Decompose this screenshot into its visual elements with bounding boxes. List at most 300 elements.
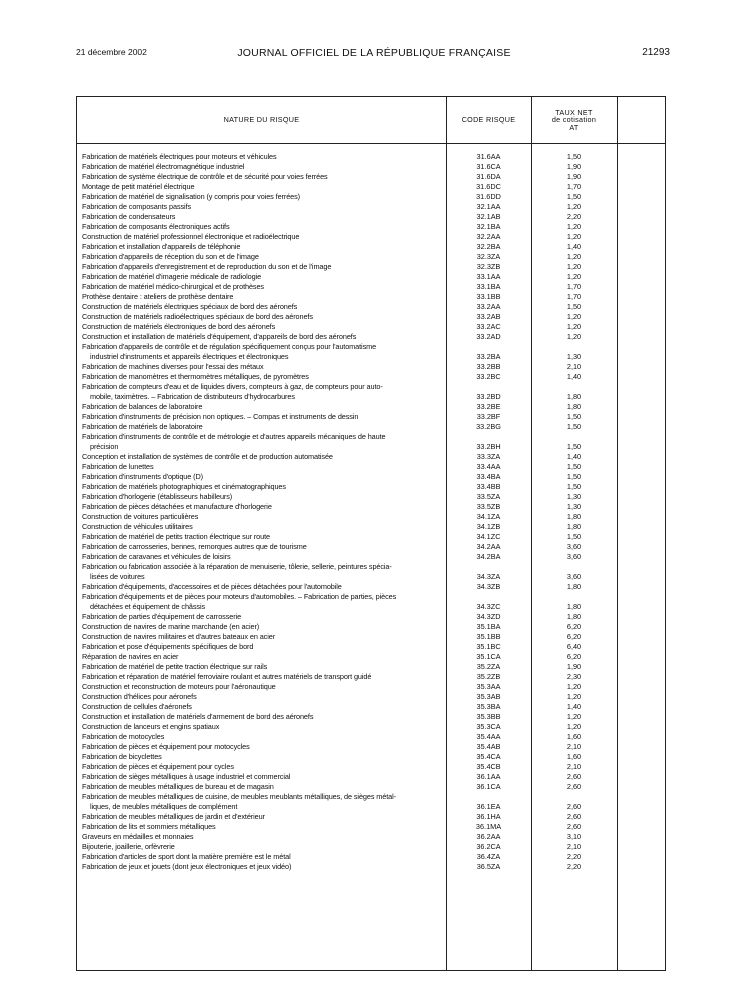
risk-nature <box>82 782 444 792</box>
risk-code: 35.4AB <box>476 742 501 751</box>
risk-code: 35.3CA <box>476 722 501 731</box>
risk-nature-line: Fabrication d'instruments de contrôle et de métrologie et d'autres appareils mécaniques de haute <box>82 432 386 441</box>
risk-nature-line: Fabrication de matériels photographiques et cinématographiques <box>82 482 286 491</box>
risk-code: 36.4ZA <box>476 852 501 861</box>
risk-nature-line: Fabrication de sièges métalliques à usage industriel et commercial <box>82 772 291 781</box>
risk-nature <box>82 222 444 232</box>
risk-rate: 1,20 <box>566 332 582 341</box>
risk-nature-line: Conception et installation de systèmes de contrôle et de production automatisée <box>82 452 333 461</box>
table-row <box>77 382 665 402</box>
risk-nature-line: Fabrication de matériels de laboratoire <box>82 422 203 431</box>
risk-nature-line-continued: industriel d'instruments et appareils électriques et électroniques <box>90 352 289 361</box>
table-row <box>77 402 665 412</box>
risk-nature <box>82 672 444 682</box>
risk-nature <box>82 372 444 382</box>
table-row <box>77 822 665 832</box>
table-row <box>77 172 665 182</box>
table-row <box>77 452 665 462</box>
risk-rate: 1,80 <box>566 522 582 531</box>
risk-nature-line: Fabrication de pièces et équipement pour cycles <box>82 762 234 771</box>
risk-rate: 2,60 <box>566 772 582 781</box>
table-row <box>77 702 665 712</box>
risk-nature-line: Fabrication et réparation de matériel ferroviaire roulant et autres matériels de transport guidé <box>82 672 372 681</box>
risk-nature-line: Construction de matériel professionnel électronique et radioélectrique <box>82 232 300 241</box>
header-divider <box>77 143 665 144</box>
risk-rate: 1,20 <box>566 322 582 331</box>
risk-nature-line: Fabrication de compteurs d'eau et de liquides divers, compteurs à gaz, de compteurs pour auto- <box>82 382 383 391</box>
risk-nature-line: Fabrication de parties d'équipement de carrosserie <box>82 612 242 621</box>
risk-rate: 1,40 <box>566 242 582 251</box>
risk-code: 33.2BD <box>476 392 501 401</box>
column-header-taux-line2: de cotisation <box>551 115 597 125</box>
risk-nature <box>82 842 444 852</box>
risk-nature <box>82 402 444 412</box>
risk-code: 33.2BC <box>476 372 501 381</box>
risk-nature <box>82 512 444 522</box>
risk-nature <box>82 422 444 432</box>
risk-nature-line: Fabrication et pose d'équipements spécifiques de bord <box>82 642 254 651</box>
risk-rate: 2,10 <box>566 842 582 851</box>
table-row <box>77 742 665 752</box>
risk-nature <box>82 522 444 532</box>
risk-code: 32.1AB <box>476 212 501 221</box>
risk-code: 36.1CA <box>476 782 501 791</box>
table-row <box>77 422 665 432</box>
risk-rate: 1,80 <box>566 612 582 621</box>
header-date: 21 décembre 2002 <box>76 47 147 57</box>
risk-nature <box>82 732 444 742</box>
table-row <box>77 192 665 202</box>
risk-nature <box>82 342 444 362</box>
table-row <box>77 532 665 542</box>
risk-nature <box>82 482 444 492</box>
risk-nature-line: Graveurs en médailles et monnaies <box>82 832 194 841</box>
table-row <box>77 722 665 732</box>
risk-nature-line: Prothèse dentaire : ateliers de prothèse dentaire <box>82 292 234 301</box>
risk-rate: 1,70 <box>566 182 582 191</box>
risk-rate: 1,50 <box>566 462 582 471</box>
risk-rate: 1,20 <box>566 272 582 281</box>
risk-nature <box>82 752 444 762</box>
risk-rate: 6,20 <box>566 632 582 641</box>
risk-nature <box>82 662 444 672</box>
risk-rate: 1,30 <box>566 502 582 511</box>
risk-nature <box>82 282 444 292</box>
risk-code: 34.3ZD <box>476 612 501 621</box>
risk-code: 33.5ZA <box>476 492 501 501</box>
table-row <box>77 512 665 522</box>
risk-rate: 1,50 <box>566 472 582 481</box>
risk-rate: 1,20 <box>566 202 582 211</box>
risk-nature <box>82 162 444 172</box>
column-header-taux-line3: AT <box>569 122 579 132</box>
risk-nature-line: Fabrication de meubles métalliques de jardin et d'extérieur <box>82 812 265 821</box>
risk-nature <box>82 812 444 822</box>
risk-nature-line: Construction de matériels électroniques de bord des aéronefs <box>82 322 276 331</box>
risk-code: 36.5ZA <box>476 862 501 871</box>
table-row <box>77 182 665 192</box>
table-row <box>77 762 665 772</box>
risk-nature-line: Construction de voitures particulières <box>82 512 199 521</box>
risk-nature <box>82 252 444 262</box>
risk-code: 34.1ZA <box>476 512 501 521</box>
risk-code: 33.2AD <box>476 332 501 341</box>
risk-nature-line-continued: précision <box>90 442 119 451</box>
risk-rate: 1,50 <box>566 442 582 451</box>
risk-nature-line: Fabrication de matériel de petits traction électrique sur route <box>82 532 270 541</box>
table-row <box>77 612 665 622</box>
risk-nature-line: Montage de petit matériel électrique <box>82 182 195 191</box>
risk-nature-line: Fabrication de lits et sommiers métalliques <box>82 822 216 831</box>
risk-nature <box>82 462 444 472</box>
risk-code: 33.1BA <box>476 282 501 291</box>
risk-nature-line: Fabrication d'instruments de précision non optiques. – Compas et instruments de dessin <box>82 412 359 421</box>
risk-nature-line-continued: détachées et équipement de châssis <box>90 602 206 611</box>
risk-nature-line: Construction et reconstruction de moteurs pour l'aéronautique <box>82 682 276 691</box>
table-row <box>77 502 665 512</box>
risk-code: 35.4CB <box>476 762 501 771</box>
risk-rate: 1,20 <box>566 712 582 721</box>
risk-nature-line: Construction d'hélices pour aéronefs <box>82 692 197 701</box>
table-row <box>77 712 665 722</box>
table-row <box>77 862 665 872</box>
risk-code: 33.2AB <box>476 312 501 321</box>
risk-nature-line: Fabrication de machines diverses pour l'essai des métaux <box>82 362 264 371</box>
risk-nature-line: Fabrication de meubles métalliques de cuisine, de meubles meublants métalliques, de sièges métal- <box>82 792 396 801</box>
risk-nature-line: Fabrication et installation d'appareils de téléphonie <box>82 242 241 251</box>
risk-nature <box>82 772 444 782</box>
risk-nature <box>82 472 444 482</box>
table-row <box>77 562 665 582</box>
risk-code: 33.2BE <box>476 402 501 411</box>
table-row <box>77 152 665 162</box>
risk-rate: 1,90 <box>566 662 582 671</box>
risk-nature <box>82 332 444 342</box>
risk-rate: 1,50 <box>566 302 582 311</box>
risk-nature-line: Fabrication de matériel électromagnétique industriel <box>82 162 245 171</box>
risk-code: 33.2BH <box>476 442 501 451</box>
risk-nature-line: Fabrication d'appareils de contrôle et de régulation spécifiquement conçus pour l'automatisme <box>82 342 377 351</box>
risk-nature <box>82 832 444 842</box>
risk-code: 32.2AA <box>476 232 501 241</box>
risk-nature-line-continued: liques, de meubles métalliques de complément <box>90 802 238 811</box>
risk-nature-line: Construction de matériels radioélectriques spéciaux de bord des aéronefs <box>82 312 313 321</box>
risk-nature <box>82 322 444 332</box>
risk-rate: 2,20 <box>566 212 582 221</box>
risk-code: 33.2AA <box>476 302 501 311</box>
table-row <box>77 272 665 282</box>
risk-nature <box>82 532 444 542</box>
risk-nature <box>82 722 444 732</box>
risk-rate: 1,20 <box>566 312 582 321</box>
risk-code: 33.3ZA <box>476 452 501 461</box>
risk-nature-line: Fabrication d'articles de sport dont la matière première est le métal <box>82 852 291 861</box>
risk-code: 36.1HA <box>476 812 501 821</box>
risk-nature-line: Construction de véhicules utilitaires <box>82 522 193 531</box>
risk-nature-line: Fabrication de pièces et équipement pour motocycles <box>82 742 250 751</box>
risk-nature <box>82 562 444 582</box>
risk-rate: 1,50 <box>566 412 582 421</box>
risk-nature-line: Fabrication ou fabrication associée à la réparation de menuiserie, tôlerie, sellerie, peintures spécia- <box>82 562 392 571</box>
risk-nature <box>82 212 444 222</box>
risk-code: 33.2BA <box>476 352 501 361</box>
risk-nature <box>82 412 444 422</box>
risk-code: 34.1ZB <box>476 522 501 531</box>
table-row <box>77 202 665 212</box>
risk-nature-line: Réparation de navires en acier <box>82 652 179 661</box>
risk-rate: 1,80 <box>566 512 582 521</box>
risk-code: 33.5ZB <box>476 502 501 511</box>
table-row <box>77 282 665 292</box>
risk-nature <box>82 172 444 182</box>
risk-nature-line: Fabrication de lunettes <box>82 462 154 471</box>
risk-rate: 1,20 <box>566 232 582 241</box>
table-row <box>77 632 665 642</box>
risk-rate: 2,10 <box>566 762 582 771</box>
risk-code: 34.3ZA <box>476 572 501 581</box>
risk-nature-line: Construction et installation de matériels d'équipement, d'appareils de bord des aéronefs <box>82 332 357 341</box>
column-header-code: CODE RISQUE <box>461 115 516 125</box>
table-row <box>77 372 665 382</box>
risk-nature-line: Bijouterie, joaillerie, orfèvrerie <box>82 842 175 851</box>
risk-nature-line: Fabrication de matériels électriques pour moteurs et véhicules <box>82 152 277 161</box>
risk-nature-line: Fabrication de matériel d'imagerie médicale de radiologie <box>82 272 262 281</box>
risk-code: 33.2BG <box>476 422 501 431</box>
risk-nature <box>82 492 444 502</box>
risk-rate: 6,20 <box>566 652 582 661</box>
risk-code: 31.6DC <box>476 182 501 191</box>
risk-nature-line: Fabrication de meubles métalliques de bureau et de magasin <box>82 782 274 791</box>
risk-nature <box>82 592 444 612</box>
table-row <box>77 842 665 852</box>
risk-rate: 1,50 <box>566 482 582 491</box>
risk-nature <box>82 552 444 562</box>
risk-rate: 3,60 <box>566 552 582 561</box>
risk-code: 35.1BA <box>476 622 501 631</box>
table-row <box>77 592 665 612</box>
column-header-nature: NATURE DU RISQUE <box>223 115 300 125</box>
header-title: JOURNAL OFFICIEL DE LA RÉPUBLIQUE FRANÇAISE <box>237 47 511 59</box>
risk-nature-line-continued: lisées de voitures <box>90 572 145 581</box>
risk-rate: 3,60 <box>566 572 582 581</box>
risk-rate: 1,40 <box>566 452 582 461</box>
risk-rate: 1,70 <box>566 292 582 301</box>
risk-code: 32.2BA <box>476 242 501 251</box>
risk-nature <box>82 852 444 862</box>
header-page-number: 21293 <box>642 47 670 58</box>
risk-nature-line: Fabrication de condensateurs <box>82 212 176 221</box>
risk-nature <box>82 272 444 282</box>
risk-nature-line: Fabrication de caravanes et véhicules de loisirs <box>82 552 231 561</box>
column-header-taux-line1: TAUX NET <box>555 107 593 117</box>
risk-nature <box>82 452 444 462</box>
risk-code: 33.2AC <box>476 322 501 331</box>
table-body <box>77 152 665 872</box>
table-row <box>77 482 665 492</box>
risk-rate: 1,40 <box>566 372 582 381</box>
table-row <box>77 772 665 782</box>
risk-code: 35.1BB <box>476 632 501 641</box>
risk-code: 36.2AA <box>476 832 501 841</box>
risk-nature <box>82 692 444 702</box>
risk-rate: 2,20 <box>566 862 582 871</box>
risk-nature <box>82 302 444 312</box>
risk-nature-line: Fabrication de système électrique de contrôle et de sécurité pour voies ferrées <box>82 172 328 181</box>
risk-rate: 1,60 <box>566 752 582 761</box>
table-row <box>77 432 665 452</box>
risk-nature-line-continued: mobile, taximètres. – Fabrication de distributeurs d'hydrocarbures <box>90 392 295 401</box>
risk-nature-line: Fabrication d'horlogerie (établisseurs habilleurs) <box>82 492 233 501</box>
table-row <box>77 492 665 502</box>
table-row <box>77 312 665 322</box>
risk-rate: 2,60 <box>566 812 582 821</box>
table-row <box>77 552 665 562</box>
risk-rate: 2,10 <box>566 742 582 751</box>
risk-nature <box>82 652 444 662</box>
risk-rate: 2,30 <box>566 672 582 681</box>
risk-nature-line: Fabrication d'équipements, d'accessoires et de pièces détachées pour l'automobile <box>82 582 342 591</box>
table-row <box>77 622 665 632</box>
column-header-taux <box>531 97 617 143</box>
risk-nature-line: Construction de matériels électriques spéciaux de bord des aéronefs <box>82 302 298 311</box>
table-row <box>77 812 665 822</box>
risk-code: 34.1ZC <box>476 532 501 541</box>
risk-code: 32.3ZB <box>476 262 501 271</box>
risk-rate: 2,60 <box>566 802 582 811</box>
risk-nature <box>82 762 444 772</box>
table-row <box>77 792 665 812</box>
table-row <box>77 222 665 232</box>
risk-nature <box>82 152 444 162</box>
risk-nature-line: Fabrication de matériel médico-chirurgical et de prothèses <box>82 282 264 291</box>
risk-nature-line: Construction de navires de marine marchande (en acier) <box>82 622 260 631</box>
risk-code: 33.2BB <box>476 362 501 371</box>
risk-nature-line: Fabrication de jeux et jouets (dont jeux électroniques et jeux vidéo) <box>82 862 292 871</box>
risk-rate: 1,90 <box>566 162 582 171</box>
risk-nature-line: Construction de cellules d'aéronefs <box>82 702 192 711</box>
risk-rate: 1,20 <box>566 252 582 261</box>
table-row <box>77 662 665 672</box>
risk-nature <box>82 712 444 722</box>
risk-nature <box>82 242 444 252</box>
risk-code: 33.4AA <box>476 462 501 471</box>
risk-rate: 1,20 <box>566 262 582 271</box>
risk-rate: 1,30 <box>566 352 582 361</box>
risk-rate: 1,50 <box>566 192 582 201</box>
risk-nature <box>82 632 444 642</box>
risk-rate: 1,20 <box>566 722 582 731</box>
table-row <box>77 782 665 792</box>
table-row <box>77 162 665 172</box>
table-row <box>77 362 665 372</box>
risk-code: 34.3ZB <box>476 582 501 591</box>
risk-nature-line: Fabrication de composants électroniques actifs <box>82 222 230 231</box>
risk-nature-line: Construction de lanceurs et engins spatiaux <box>82 722 220 731</box>
risk-code: 34.2BA <box>476 552 501 561</box>
table-row <box>77 682 665 692</box>
risk-code: 31.6DD <box>476 192 501 201</box>
risk-code: 36.2CA <box>476 842 501 851</box>
risk-code: 33.1AA <box>476 272 501 281</box>
risk-code: 33.2BF <box>476 412 501 421</box>
page-header <box>0 47 748 63</box>
risk-nature-line: Fabrication de balances de laboratoire <box>82 402 203 411</box>
risk-rate: 1,80 <box>566 582 582 591</box>
risk-nature <box>82 792 444 812</box>
risk-nature <box>82 292 444 302</box>
risk-code: 32.1BA <box>476 222 501 231</box>
risk-code: 33.4BA <box>476 472 501 481</box>
risk-rate: 1,80 <box>566 602 582 611</box>
risk-nature <box>82 862 444 872</box>
risk-nature-line: Fabrication d'appareils de réception du son et de l'image <box>82 252 259 261</box>
risk-rate: 2,10 <box>566 362 582 371</box>
risk-rate: 1,90 <box>566 172 582 181</box>
table-row <box>77 752 665 762</box>
risk-code: 35.1BC <box>476 642 501 651</box>
table-row <box>77 642 665 652</box>
risk-nature <box>82 382 444 402</box>
risk-rate: 2,60 <box>566 822 582 831</box>
risk-rate: 1,20 <box>566 692 582 701</box>
table-row <box>77 262 665 272</box>
risk-nature <box>82 542 444 552</box>
risk-code: 31.6CA <box>476 162 501 171</box>
risk-rate: 1,20 <box>566 222 582 231</box>
risk-nature <box>82 682 444 692</box>
table-row <box>77 462 665 472</box>
risk-rate: 1,80 <box>566 402 582 411</box>
table-row <box>77 692 665 702</box>
risk-code: 32.1AA <box>476 202 501 211</box>
risk-code: 34.2AA <box>476 542 501 551</box>
risk-nature-line: Fabrication de bicyclettes <box>82 752 162 761</box>
risk-rate: 1,50 <box>566 152 582 161</box>
risk-code: 35.2ZA <box>476 662 501 671</box>
risk-nature-line: Fabrication d'appareils d'enregistrement et de reproduction du son et de l'image <box>82 262 332 271</box>
risk-nature <box>82 582 444 592</box>
risk-nature <box>82 202 444 212</box>
risk-code: 35.3BB <box>476 712 501 721</box>
risk-code: 32.3ZA <box>476 252 501 261</box>
risk-code: 35.4CA <box>476 752 501 761</box>
risk-rate: 6,40 <box>566 642 582 651</box>
table-row <box>77 732 665 742</box>
risk-nature-line: Construction de navires militaires et d'autres bateaux en acier <box>82 632 276 641</box>
risk-nature <box>82 642 444 652</box>
risk-nature <box>82 432 444 452</box>
table-row <box>77 302 665 312</box>
table-row <box>77 292 665 302</box>
risk-nature-line: Fabrication de matériel de signalisation (y compris pour voies ferrées) <box>82 192 300 201</box>
risk-nature <box>82 742 444 752</box>
risk-rate: 1,50 <box>566 532 582 541</box>
risk-code: 33.1BB <box>476 292 501 301</box>
risk-code: 34.3ZC <box>476 602 501 611</box>
risk-rate: 1,70 <box>566 282 582 291</box>
risk-nature-line: Fabrication d'instruments d'optique (D) <box>82 472 203 481</box>
table-row <box>77 582 665 592</box>
risk-nature-line: Fabrication de composants passifs <box>82 202 192 211</box>
risk-rate: 1,30 <box>566 492 582 501</box>
risk-nature <box>82 702 444 712</box>
table-row <box>77 252 665 262</box>
risk-nature <box>82 612 444 622</box>
table-row <box>77 852 665 862</box>
table-row <box>77 472 665 482</box>
risk-code: 36.1EA <box>476 802 501 811</box>
risk-nature <box>82 182 444 192</box>
